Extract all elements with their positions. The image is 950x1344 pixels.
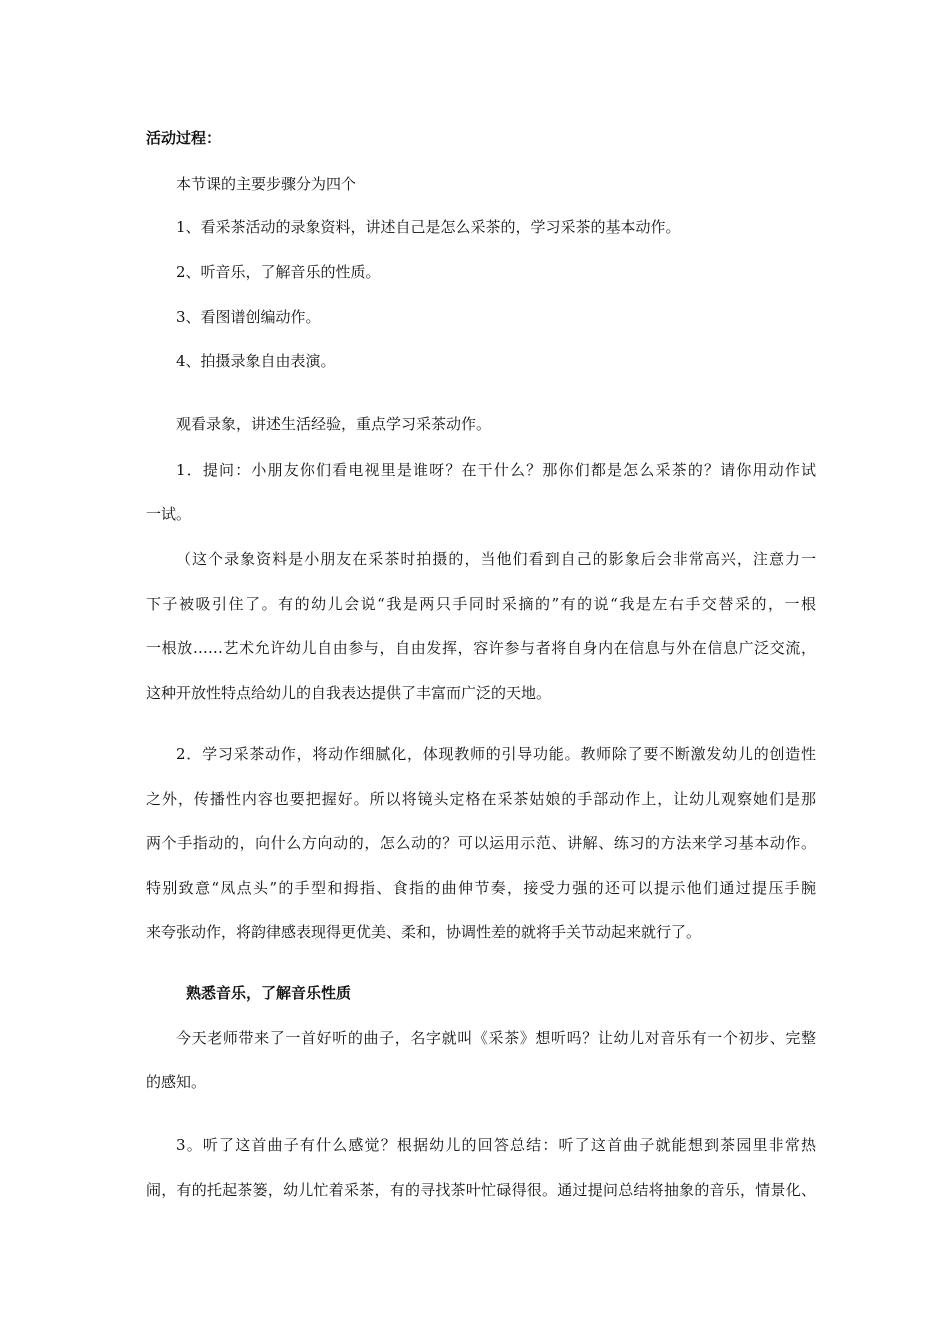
step-item: 2、听音乐，了解音乐的性质。 [176,263,381,281]
paragraph-line: 下子被吸引住了。有的幼儿会说“我是两只手同时采摘的”有的说“我是左右手交替采的，一根 [146,595,816,613]
paragraph-line: 两个手指动的，向什么方向动的，怎么动的？可以运用示范、讲解、练习的方法来学习基本动作。 [146,834,816,852]
paragraph-line: 2．学习采茶动作，将动作细腻化，体现教师的引导功能。教师除了要不断激发幼儿的创造性 [176,745,816,763]
paragraph-line: 3。听了这首曲子有什么感觉？根据幼儿的回答总结：听了这首曲子就能想到茶园里非常热 [176,1136,816,1154]
step-item: 4、拍摄录象自由表演。 [176,352,336,370]
paragraph-line: 之外，传播性内容也要把握好。所以将镜头定格在采茶姑娘的手部动作上，让幼儿观察她们是那 [146,790,816,808]
step-item: 1、看采茶活动的录象资料，讲述自己是怎么采茶的，学习采茶的基本动作。 [176,218,681,236]
paragraph-line: 1．提问：小朋友你们看电视里是谁呀？在干什么？那你们都是怎么采茶的？请你用动作试 [176,461,816,479]
paragraph-line: 今天老师带来了一首好听的曲子，名字就叫《采茶》想听吗？让幼儿对音乐有一个初步、完整 [176,1029,816,1047]
paragraph-line: 的感知。 [146,1073,207,1091]
section-heading: 活动过程： [146,129,222,147]
paragraph-line: 特别致意“凤点头”的手型和拇指、食指的曲伸节奏，接受力强的还可以提示他们通过提压手腕 [146,879,816,897]
paragraph-line: 闹，有的托起茶篓，幼儿忙着采茶，有的寻找茶叶忙碌得很。通过提问总结将抽象的音乐，情景化、 [146,1181,816,1199]
paragraph-line: 来夸张动作，将韵律感表现得更优美、柔和，协调性差的就将手关节动起来就行了。 [146,923,702,941]
subsection-title: 熟悉音乐，了解音乐性质 [186,984,352,1002]
step-item: 3、看图谱创编动作。 [176,308,321,326]
intro-text: 本节课的主要步骤分为四个 [176,175,357,193]
paragraph-line: 这种开放性特点给幼儿的自我表达提供了丰富而广泛的天地。 [146,684,552,702]
subsection-title: 观看录象，讲述生活经验，重点学习采茶动作。 [176,415,492,433]
paragraph-line: 一试。 [146,505,192,523]
paragraph-line: （这个录象资料是小朋友在采茶时拍摄的，当他们看到自己的影象后会非常高兴，注意力一 [176,550,816,568]
paragraph-line: 一根放……艺术允许幼儿自由参与，自由发挥，容许参与者将自身内在信息与外在信息广泛交流， [146,639,816,657]
